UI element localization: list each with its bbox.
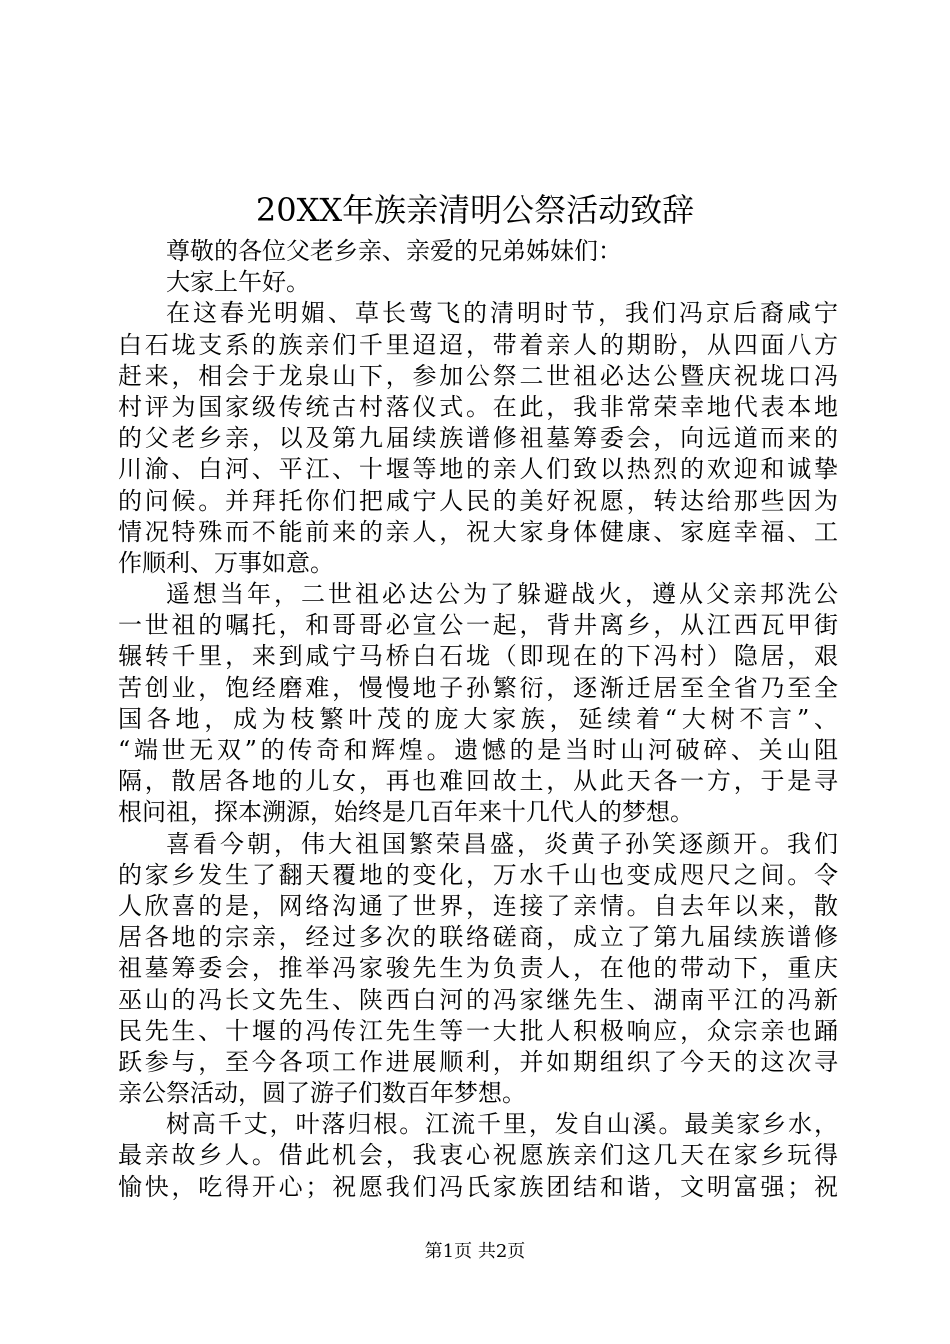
body-line: 苦创业，饱经磨难，慢慢地子孙繁衍，逐渐迁居至全省乃至全	[118, 673, 838, 702]
body-line: 一世祖的嘱托，和哥哥必宣公一起，背井离乡，从江西瓦甲街	[118, 611, 838, 640]
body-line: 隔，散居各地的儿女，再也难回故土，从此天各一方，于是寻	[118, 767, 838, 796]
body-line: 的问候。并拜托你们把咸宁人民的美好祝愿，转达给那些因为	[118, 486, 838, 515]
body-line: 大家上午好。	[166, 268, 310, 297]
body-line: 白石垅支系的族亲们千里迢迢，带着亲人的期盼，从四面八方	[118, 330, 838, 359]
body-line: 尊敬的各位父老乡亲、亲爱的兄弟姊妹们：	[166, 237, 622, 265]
body-line: 巫山的冯长文先生、陕西白河的冯家继先生、湖南平江的冯新	[118, 985, 838, 1014]
body-line: 作顺利、万事如意。	[118, 548, 334, 577]
body-line: 跃参与，至今各项工作进展顺利，并如期组织了今天的这次寻	[118, 1047, 838, 1076]
body-line: 根问祖，探本溯源，始终是几百年来十几代人的梦想。	[118, 798, 694, 827]
body-line: 辗转千里，来到咸宁马桥白石垅（即现在的下冯村）隐居，艰	[118, 642, 838, 671]
body-line: 在这春光明媚、草长莺飞的清明时节，我们冯京后裔咸宁	[166, 299, 838, 328]
body-line: 国各地，成为枝繁叶茂的庞大家族，延续着“大树不言”、	[118, 704, 838, 733]
body-line: 祖墓筹委会，推举冯家骏先生为负责人，在他的带动下，重庆	[118, 954, 838, 983]
document-body	[118, 236, 838, 1203]
body-line: 树高千丈，叶落归根。江流千里，发自山溪。最美家乡水，	[166, 1110, 838, 1139]
body-line: 亲公祭活动，圆了游子们数百年梦想。	[118, 1079, 526, 1108]
body-line: “端世无双”的传奇和辉煌。遗憾的是当时山河破碎、关山阻	[118, 736, 838, 764]
body-line: 的父老乡亲，以及第九届续族谱修祖墓筹委会，向远道而来的	[118, 424, 838, 453]
body-line: 川渝、白河、平江、十堰等地的亲人们致以热烈的欢迎和诚挚	[118, 455, 838, 484]
body-line: 的家乡发生了翻天覆地的变化，万水千山也变成咫尺之间。令	[118, 860, 838, 889]
body-line: 居各地的宗亲，经过多次的联络磋商，成立了第九届续族谱修	[118, 923, 838, 952]
document-title: 20XX年族亲清明公祭活动致辞	[255, 191, 695, 229]
body-line: 村评为国家级传统古村落仪式。在此，我非常荣幸地代表本地	[118, 392, 838, 421]
body-line: 喜看今朝，伟大祖国繁荣昌盛，炎黄子孙笑逐颜开。我们	[166, 829, 838, 858]
body-line: 民先生、十堰的冯传江先生等一大批人积极响应，众宗亲也踊	[118, 1016, 838, 1045]
body-line: 情况特殊而不能前来的亲人，祝大家身体健康、家庭幸福、工	[118, 517, 838, 546]
page-footer: 第1页 共2页	[424, 1241, 526, 1262]
body-line: 最亲故乡人。借此机会，我衷心祝愿族亲们这几天在家乡玩得	[118, 1141, 838, 1170]
body-line: 人欣喜的是，网络沟通了世界，连接了亲情。自去年以来，散	[118, 891, 838, 920]
body-line: 赶来，相会于龙泉山下，参加公祭二世祖必达公暨庆祝垅口冯	[118, 361, 838, 390]
body-line: 愉快，吃得开心；祝愿我们冯氏家族团结和谐，文明富强；祝	[118, 1172, 838, 1201]
body-line: 遥想当年，二世祖必达公为了躲避战火，遵从父亲邦洗公	[166, 580, 838, 609]
